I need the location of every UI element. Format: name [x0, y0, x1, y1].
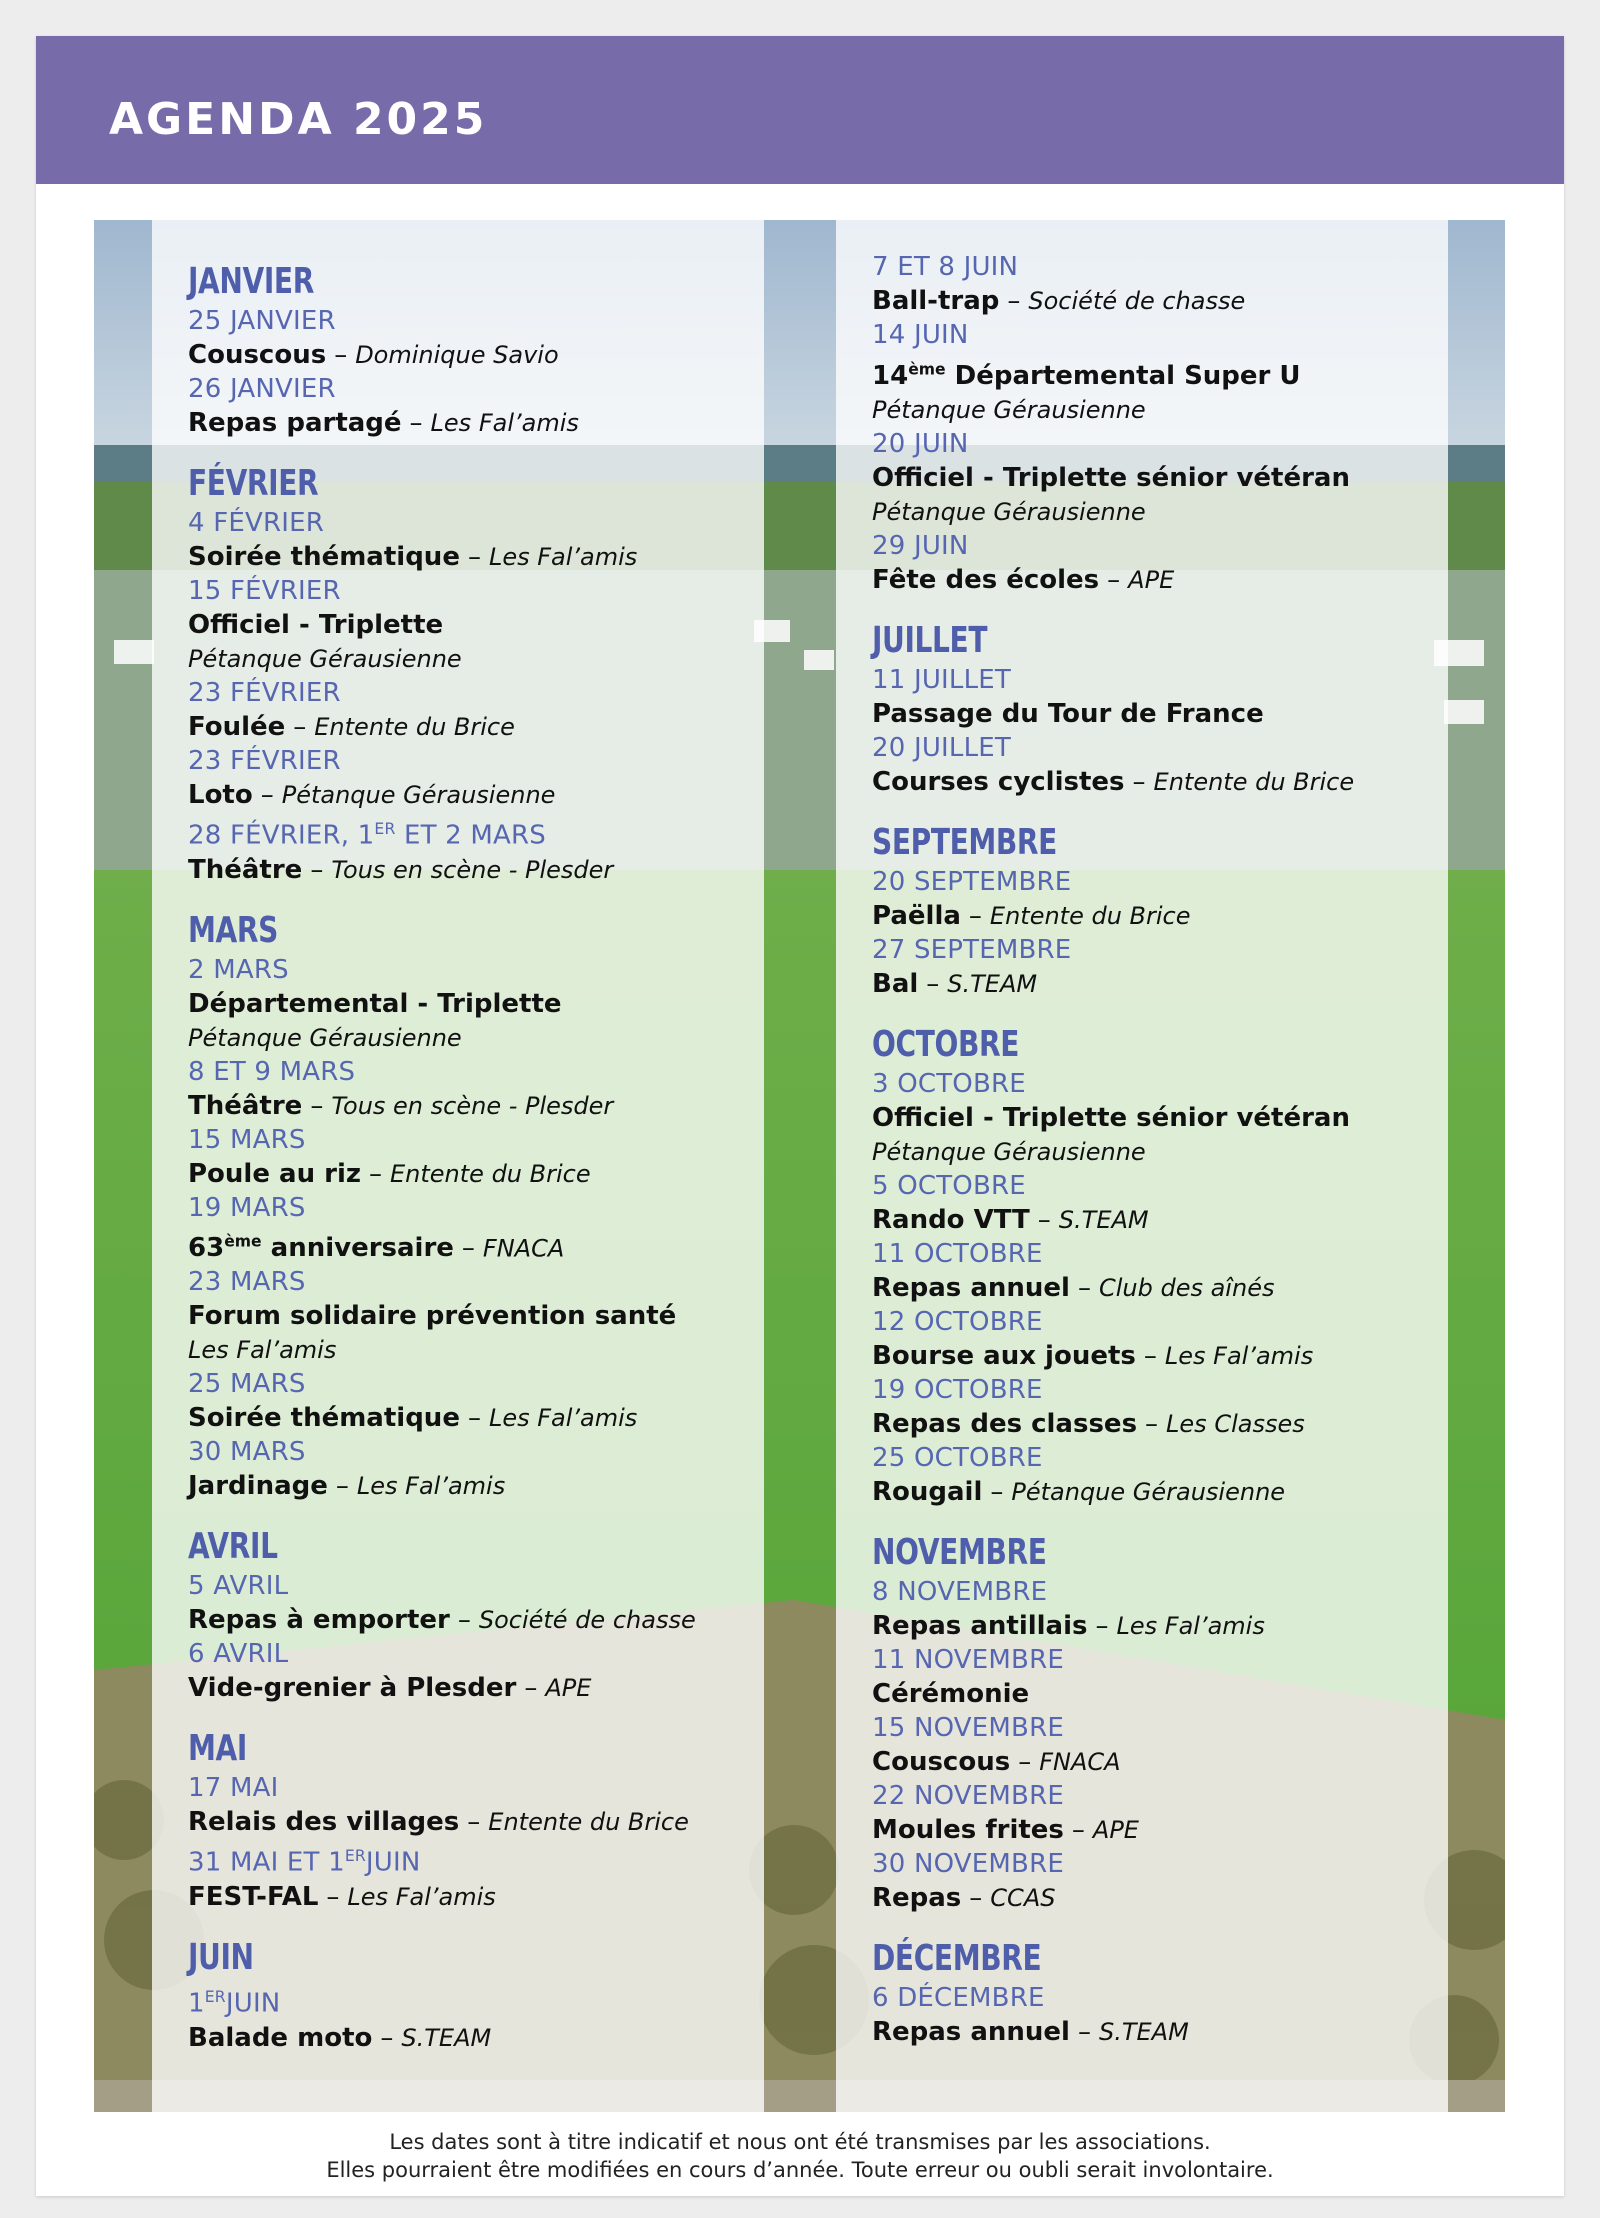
event-organizer: Entente du Brice	[989, 901, 1191, 930]
event-date: 19 MARS	[188, 1192, 306, 1223]
event-date: 11 NOVEMBRE	[872, 1644, 1064, 1675]
event-date: 31 MAI ET 1ERJUIN	[188, 1847, 421, 1878]
event-organizer: FNACA	[482, 1234, 565, 1263]
separator-dash: –	[467, 542, 481, 572]
event-date: 15 NOVEMBRE	[872, 1712, 1064, 1743]
event-title: Officiel - Triplette sénior vétéran	[872, 462, 1350, 493]
month-heading: DÉCEMBRE	[872, 1937, 1042, 1979]
separator-dash: –	[926, 968, 940, 999]
event-title: Couscous	[872, 1746, 1011, 1777]
event-line	[872, 1101, 1438, 1135]
event-line	[188, 1225, 754, 1266]
separator-dash: –	[461, 1233, 475, 1264]
event-date: 15 FÉVRIER	[188, 576, 341, 606]
event-line	[872, 1881, 1438, 1915]
event-title: 63ème anniversaire	[188, 1232, 454, 1264]
event-line	[872, 1745, 1438, 1779]
event-line	[872, 1271, 1438, 1305]
event-date: 3 OCTOBRE	[872, 1068, 1026, 1099]
event-date: 29 JUIN	[872, 530, 969, 561]
month-heading: OCTOBRE	[872, 1023, 1019, 1065]
event-organizer: S.TEAM	[1098, 2017, 1189, 2046]
event-organizer: Société de chasse	[1028, 287, 1246, 315]
event-date: 25 OCTOBRE	[872, 1442, 1043, 1473]
separator-dash: –	[310, 854, 324, 885]
event-line	[872, 1677, 1438, 1711]
event-line	[872, 1813, 1438, 1847]
event-organizer: Pétanque Gérausienne	[872, 395, 1146, 424]
separator-dash: –	[1077, 2016, 1091, 2047]
month-heading: JANVIER	[188, 261, 314, 302]
event-organizer: Tous en scène - Plesder	[331, 855, 614, 884]
event-line	[872, 1339, 1438, 1373]
header-banner	[36, 36, 1564, 184]
separator-dash: –	[369, 1158, 382, 1189]
event-date: 6 AVRIL	[188, 1639, 289, 1670]
event-organizer: Tous en scène - Plesder	[331, 1091, 614, 1120]
event-date: 6 DÉCEMBRE	[872, 1982, 1045, 2013]
event-date: 12 OCTOBRE	[872, 1306, 1043, 1337]
event-date: 30 NOVEMBRE	[872, 1848, 1064, 1879]
event-organizer: Les Fal’amis	[1116, 1611, 1265, 1640]
event-line	[188, 1401, 754, 1435]
separator-dash: –	[335, 1471, 349, 1502]
event-date: 25 MARS	[188, 1369, 306, 1400]
event-date: 30 MARS	[188, 1437, 306, 1468]
event-date: 4 FÉVRIER	[188, 508, 325, 538]
event-organizer: Pétanque Gérausienne	[872, 497, 1146, 526]
separator-dash: –	[457, 1605, 471, 1636]
event-title: Rougail	[872, 1476, 983, 1507]
separator-dash: –	[380, 2022, 394, 2053]
event-date: 23 MARS	[188, 1267, 306, 1298]
event-line	[188, 608, 754, 642]
separator-dash: –	[293, 712, 307, 742]
separator-dash: –	[1132, 766, 1146, 797]
event-title: Foulée	[188, 712, 286, 742]
event-date: 20 JUILLET	[872, 732, 1011, 763]
separator-dash: –	[969, 1882, 983, 1913]
separator-dash: –	[467, 1403, 481, 1434]
separator-dash: –	[1007, 286, 1021, 316]
event-title: Ball-trap	[872, 286, 1000, 316]
event-organizer: Pétanque Gérausienne	[1011, 1477, 1286, 1506]
separator-dash: –	[409, 408, 423, 438]
event-organizer: Entente du Brice	[1153, 767, 1355, 796]
event-title: Courses cyclistes	[872, 766, 1125, 797]
month-heading: MAI	[188, 1728, 247, 1770]
separator-dash: –	[990, 1476, 1004, 1507]
event-date: 2 MARS	[188, 954, 289, 985]
event-title: Bal	[872, 968, 919, 999]
event-date: 8 NOVEMBRE	[872, 1576, 1048, 1607]
event-title: Cérémonie	[872, 1678, 1030, 1709]
separator-dash: –	[1095, 1610, 1109, 1641]
event-line	[188, 710, 754, 744]
footer-line-1: Les dates sont à titre indicatif et nous ont été transmises par les associations.	[389, 2130, 1211, 2154]
event-date: 7 ET 8 JUIN	[872, 252, 1019, 282]
event-organizer: Pétanque Gérausienne	[188, 645, 462, 673]
event-line	[872, 1609, 1438, 1643]
event-organizer: Les Fal’amis	[430, 409, 579, 437]
event-date: 17 MAI	[188, 1773, 279, 1804]
event-title: Rando VTT	[872, 1204, 1030, 1235]
event-title: Repas	[872, 1882, 962, 1913]
event-date: 11 OCTOBRE	[872, 1238, 1043, 1269]
event-date: 25 JANVIER	[188, 306, 336, 336]
separator-dash: –	[310, 1090, 324, 1121]
event-organizer: Pétanque Gérausienne	[281, 781, 556, 809]
event-title: Repas partagé	[188, 408, 402, 438]
separator-dash: –	[334, 340, 348, 370]
separator-dash: –	[260, 780, 274, 810]
event-title: Paëlla	[872, 900, 961, 931]
event-line	[872, 1475, 1438, 1509]
event-line	[188, 1157, 754, 1191]
event-line	[188, 1299, 754, 1333]
event-line	[188, 406, 754, 440]
event-organizer: S.TEAM	[401, 2023, 492, 2052]
event-title: Repas des classes	[872, 1408, 1138, 1439]
page-title: AGENDA 2025	[109, 94, 488, 145]
event-organizer: APE	[545, 1674, 592, 1703]
event-date: 5 OCTOBRE	[872, 1170, 1026, 1201]
event-title: Officiel - Triplette sénior vétéran	[872, 1102, 1350, 1133]
event-title: Repas annuel	[872, 2016, 1070, 2047]
right-column	[872, 220, 1438, 2049]
event-line	[872, 1203, 1438, 1237]
event-title: Moules frites	[872, 1814, 1064, 1845]
event-date: 23 FÉVRIER	[188, 746, 341, 776]
event-title: Vide-grenier à Plesder	[188, 1673, 517, 1704]
event-title: Bourse aux jouets	[872, 1340, 1136, 1371]
event-title: Balade moto	[188, 2022, 373, 2053]
event-title: Jardinage	[188, 1471, 328, 1502]
event-title: FEST-FAL	[188, 1881, 319, 1912]
event-line	[872, 1407, 1438, 1441]
month-heading: FÉVRIER	[188, 463, 319, 504]
event-line	[872, 967, 1438, 1001]
event-organizer: Entente du Brice	[488, 1808, 689, 1837]
event-organizer: Pétanque Gérausienne	[872, 1137, 1146, 1166]
event-date: 22 NOVEMBRE	[872, 1780, 1064, 1811]
event-line	[872, 697, 1438, 731]
separator-dash: –	[524, 1673, 538, 1704]
event-line	[188, 338, 754, 372]
event-date: 14 JUIN	[872, 320, 969, 350]
event-line	[872, 2015, 1438, 2049]
event-organizer: Les Fal’amis	[488, 1404, 638, 1433]
event-line	[188, 1469, 754, 1503]
event-organizer: Club des aînés	[1098, 1273, 1275, 1302]
event-title: Repas à emporter	[188, 1605, 450, 1636]
separator-dash: –	[1077, 1272, 1091, 1303]
event-date: 15 MARS	[188, 1124, 306, 1155]
event-title: Poule au riz	[188, 1158, 361, 1189]
event-title: Théâtre	[188, 1090, 303, 1121]
separator-dash: –	[1071, 1814, 1085, 1845]
event-date: 1ERJUIN	[188, 1987, 281, 2019]
event-date: 20 SEPTEMBRE	[872, 866, 1072, 897]
event-line	[188, 853, 754, 887]
event-date: 27 SEPTEMBRE	[872, 934, 1072, 965]
event-organizer: Entente du Brice	[390, 1159, 591, 1188]
event-date: 11 JUILLET	[872, 664, 1011, 695]
event-line	[188, 778, 754, 812]
event-date: 8 ET 9 MARS	[188, 1056, 356, 1087]
event-line	[872, 899, 1438, 933]
event-date: 26 JANVIER	[188, 374, 336, 404]
left-column	[188, 220, 754, 2055]
event-date: 5 AVRIL	[188, 1571, 289, 1602]
event-line	[872, 284, 1438, 318]
event-line	[188, 1880, 754, 1914]
event-organizer: Dominique Savio	[355, 341, 559, 369]
event-line	[188, 1671, 754, 1705]
separator-dash: –	[1018, 1746, 1032, 1777]
event-title: Passage du Tour de France	[872, 698, 1264, 729]
separator-dash: –	[467, 1807, 481, 1838]
event-title: Repas annuel	[872, 1272, 1070, 1303]
month-heading: AVRIL	[188, 1526, 278, 1568]
event-organizer: APE	[1092, 1815, 1139, 1844]
month-heading: JUIN	[188, 1936, 254, 1978]
event-organizer: Entente du Brice	[314, 713, 515, 741]
event-organizer: Les Fal’amis	[1164, 1341, 1314, 1370]
footer-line-2: Elles pourraient être modifiées en cours d’année. Toute erreur ou oubli serait involontaire.	[326, 2158, 1274, 2182]
event-line	[188, 1603, 754, 1637]
event-organizer: CCAS	[990, 1883, 1056, 1912]
event-date: 28 FÉVRIER, 1ER ET 2 MARS	[188, 820, 546, 851]
date-superscript: ER	[374, 820, 396, 838]
event-title: Loto	[188, 780, 253, 810]
separator-dash: –	[1107, 564, 1121, 595]
event-organizer: Pétanque Gérausienne	[188, 1023, 462, 1052]
event-organizer: Les Fal’amis	[347, 1882, 496, 1911]
event-line	[188, 540, 754, 574]
event-line	[872, 765, 1438, 799]
event-organizer: Les Classes	[1166, 1409, 1305, 1438]
event-organizer: APE	[1128, 565, 1175, 594]
event-organizer: Les Fal’amis	[356, 1472, 506, 1501]
separator-dash: –	[968, 900, 982, 931]
date-superscript: ER	[344, 1847, 366, 1866]
right-column-panel	[836, 220, 1448, 2112]
event-line	[872, 352, 1438, 393]
event-line	[872, 461, 1438, 495]
event-line	[188, 987, 754, 1021]
title-superscript: ème	[908, 360, 946, 378]
event-title: Officiel - Triplette	[188, 610, 444, 640]
event-organizer: Les Fal’amis	[488, 543, 638, 571]
event-organizer: S.TEAM	[947, 969, 1038, 998]
event-date: 23 FÉVRIER	[188, 678, 341, 708]
event-title: Forum solidaire prévention santé	[188, 1301, 677, 1332]
event-title: Soirée thématique	[188, 542, 460, 572]
footer-note	[36, 2128, 1564, 2184]
date-superscript: ER	[204, 1987, 226, 2006]
separator-dash: –	[1037, 1204, 1051, 1235]
event-line	[188, 1089, 754, 1123]
event-title: Soirée thématique	[188, 1403, 460, 1434]
title-superscript: ème	[224, 1232, 262, 1251]
event-title: Repas antillais	[872, 1610, 1088, 1641]
event-title: Départemental - Triplette	[188, 988, 562, 1019]
month-heading: JUILLET	[872, 619, 988, 661]
left-column-panel	[152, 220, 764, 2112]
agenda-page	[36, 36, 1564, 2196]
event-organizer: S.TEAM	[1058, 1205, 1149, 1234]
event-title: Théâtre	[188, 854, 303, 885]
month-heading: MARS	[188, 909, 278, 951]
event-line	[188, 1805, 754, 1839]
event-line	[188, 2021, 754, 2055]
event-organizer: FNACA	[1039, 1747, 1121, 1776]
separator-dash: –	[326, 1881, 340, 1912]
event-title: Relais des villages	[188, 1807, 460, 1838]
separator-dash: –	[1143, 1340, 1157, 1371]
event-date: 19 OCTOBRE	[872, 1374, 1043, 1405]
event-title: Fête des écoles	[872, 564, 1100, 595]
event-line	[872, 563, 1438, 597]
event-organizer: Les Fal’amis	[188, 1336, 337, 1365]
month-heading: SEPTEMBRE	[872, 821, 1057, 863]
event-title: Couscous	[188, 340, 327, 370]
event-organizer: Société de chasse	[478, 1606, 696, 1635]
event-date: 20 JUIN	[872, 428, 969, 459]
separator-dash: –	[1145, 1408, 1159, 1439]
event-title: 14ème Départemental Super U	[872, 360, 1301, 391]
month-heading: NOVEMBRE	[872, 1531, 1047, 1573]
